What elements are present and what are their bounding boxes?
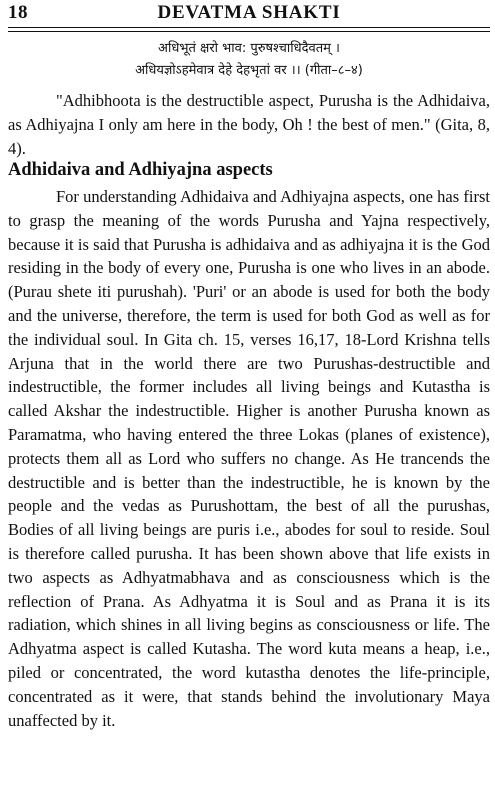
page-number: 18 (8, 2, 28, 23)
running-head: DEVATMA SHAKTI (157, 2, 341, 23)
header-rule-thin (8, 31, 490, 32)
sanskrit-verse-line-2: अधियज्ञोऽहमेवात्र देहे देहभृतां वर ।। (गीता–८–४) (135, 63, 363, 78)
header-rule (8, 27, 490, 28)
sanskrit-verse-line-1: अधिभूतं क्षरो भाव: पुरुषश्चाधिदैवतम् । (158, 41, 340, 56)
section-heading: Adhidaiva and Adhiyajna aspects (8, 160, 273, 180)
book-page (8, 0, 490, 799)
page-header (8, 2, 490, 30)
verse-translation: "Adhibhoota is the destructible aspect, Purusha is the Adhidaiva, as Adhiyajna I only am here in the body, Oh ! the best of men." (Gita, 8, 4). (8, 91, 490, 158)
body-paragraph: For understanding Adhidaiva and Adhiyajna aspects, one has first to grasp the meaning of the words Purusha and Yajna respectively, because it is said that Purusha is adhidaiva and as adhiyajna it is the God residing in the body of every one, Purusha is one who lives in an abode. (Purau shete iti purushah). 'Puri' or an abode is used for both the body and the universe, therefore, the term is used for both God as well as for the individual soul. In Gita ch. 15, verses 16,17, 18-Lord Krishna tells Arjuna that in the world there are two Purushas-destructible and indestructible, the former includes all living beings and Kutastha is called Akshar the indestructible. Higher is another Purusha known as Paramatma, who having entered the three Lokas (planes of existence), protects them all as Lord who suffers no change. As He trancends the destructible and is better than the indestructible, he is known by the people and the vedas as Purushottam, the best of all the purushas, Bodies of all living beings are puris i.e., abodes for soul to reside. Soul is therefore called purusha. It has been shown above that life exists in two aspects as Adhyatmabhava and as consciousness which is the reflection of Prana. As Adhyatma it is Soul and as Prana it is its radiation, which shines in all living begins as consciousness or life. The Adhyatma aspect is called Kutasha. The word kuta means a heap, i.e., piled or concentrated, the word kutastha denotes the life-principle, concentrated as it were, that stands behind the involutionary Maya unaffected by it. (8, 187, 490, 730)
